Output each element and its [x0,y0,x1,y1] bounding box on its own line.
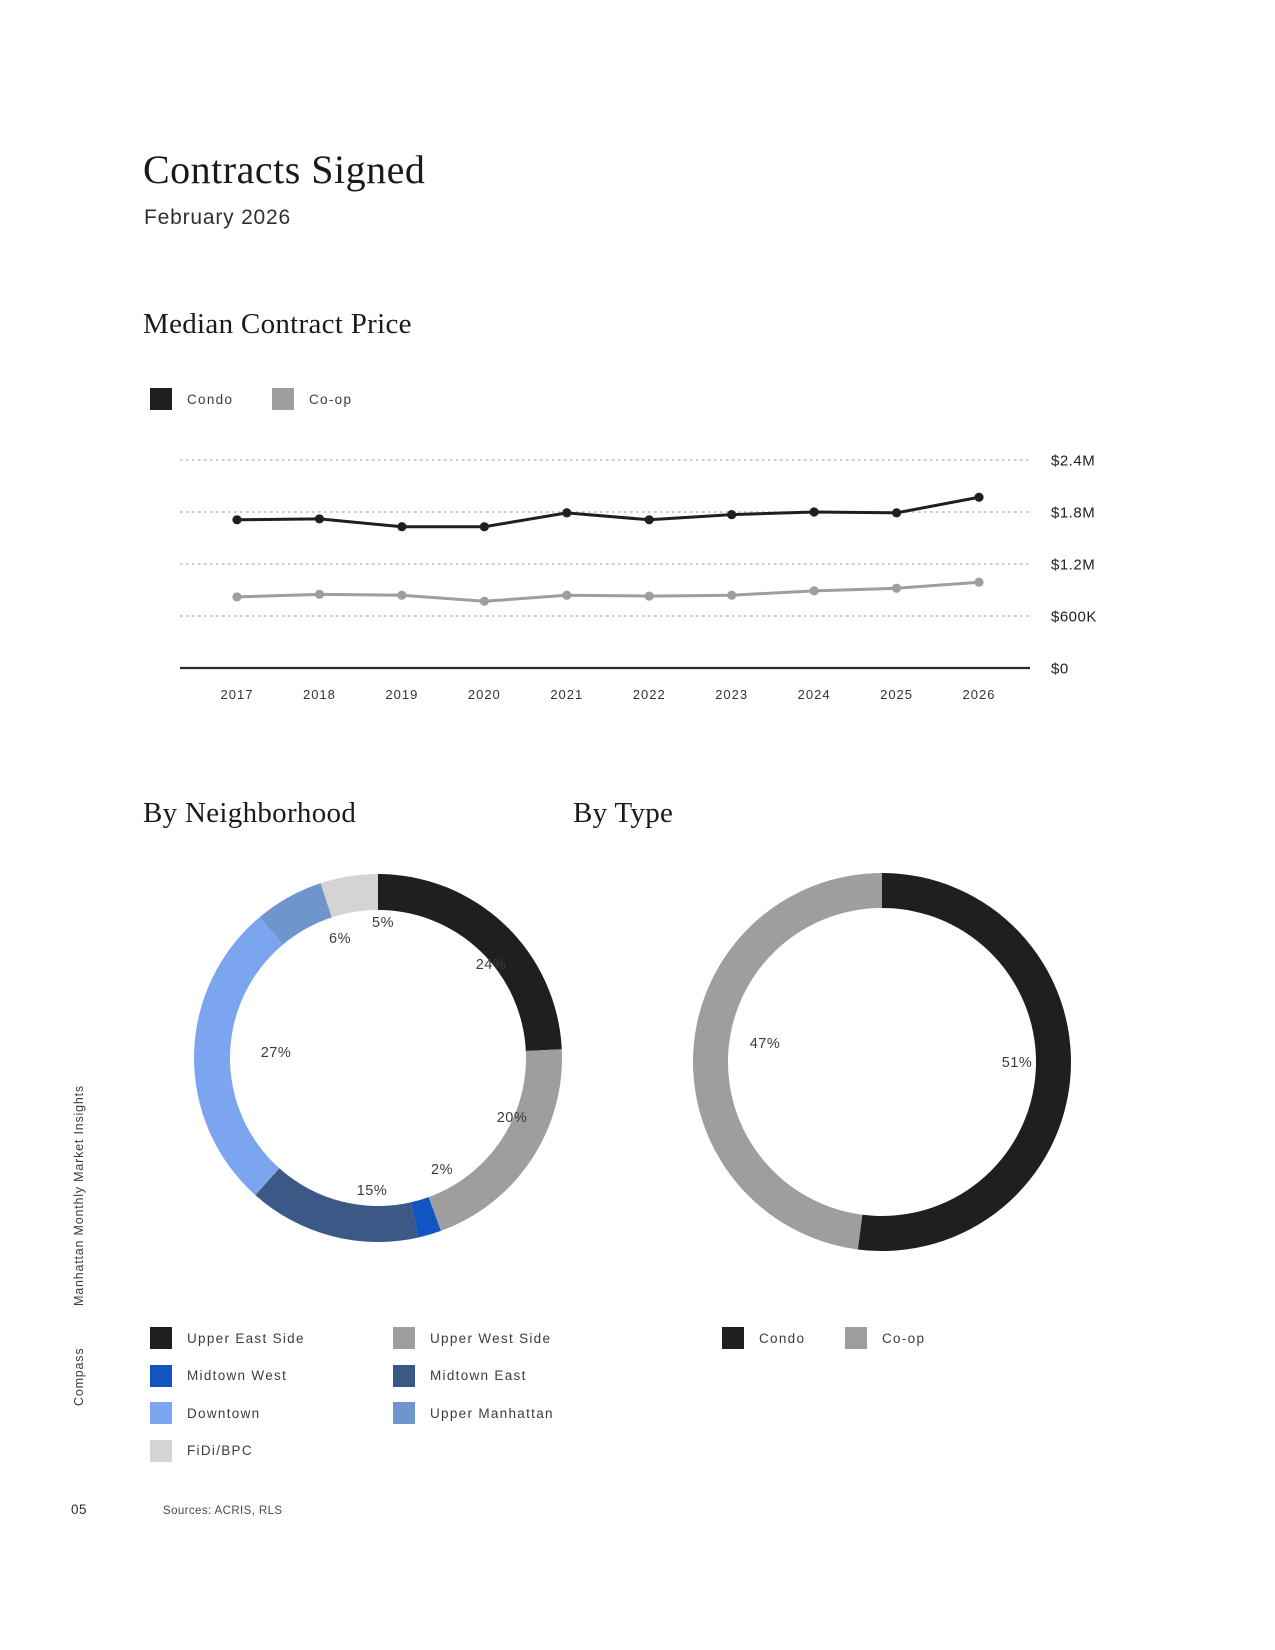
donut-percent-label: 2% [431,1162,453,1178]
data-point [480,522,489,531]
legend-item-condo [722,1327,805,1349]
donut-slice-upper-east-side [378,874,562,1051]
x-axis-tick-label: 2020 [467,687,501,702]
legend-label-co-op: Co-op [309,391,353,407]
legend-swatch-downtown [150,1402,172,1424]
data-point [232,592,241,601]
legend-item-upper-manhattan [393,1402,554,1424]
data-point [645,515,654,524]
x-axis-tick-label: 2023 [715,687,749,702]
legend-item-downtown [150,1402,260,1424]
page-subtitle: February 2026 [144,206,291,229]
data-point [892,584,901,593]
legend-item-midtown-east [393,1365,527,1387]
legend-swatch-midtown-west [150,1365,172,1387]
legend-item-co-op [272,388,352,410]
y-axis-tick-label: $0 [1051,660,1069,678]
data-point [810,586,819,595]
data-point [810,507,819,516]
donut-slice-co-op [693,873,882,1249]
legend-label-downtown: Downtown [187,1405,261,1421]
legend-label-midtown-east: Midtown East [430,1368,527,1383]
donut-slice-condo [858,873,1071,1251]
y-axis-tick-label: $2.4M [1051,452,1096,470]
legend-swatch-co-op [845,1327,867,1349]
donut-percent-label: 47% [749,1036,781,1052]
legend-swatch-co-op [272,388,294,410]
legend-label-upper-west-side: Upper West Side [430,1330,552,1346]
data-point [562,591,571,600]
x-axis-tick-label: 2018 [302,687,336,702]
donut-percent-label: 24% [475,957,507,973]
legend-swatch-midtown-east [393,1365,415,1387]
sources-note: Sources: ACRIS, RLS [163,1505,283,1517]
legend-item-upper-east-side [150,1327,305,1349]
legend-swatch-upper-manhattan [393,1402,415,1424]
legend-swatch-fidi-bpc [150,1440,172,1462]
y-axis-tick-label: $600K [1051,608,1097,626]
data-point [480,597,489,606]
x-axis-tick-label: 2017 [220,687,254,702]
data-point [397,591,406,600]
legend-label-co-op: Co-op [882,1330,926,1346]
data-point [315,514,324,523]
legend-item-co-op [845,1327,925,1349]
y-axis-tick-label: $1.8M [1051,504,1096,522]
data-point [727,591,736,600]
legend-label-fidi-bpc: FiDi/BPC [187,1443,253,1458]
x-axis-tick-label: 2025 [880,687,914,702]
donut-percent-label: 27% [260,1045,292,1061]
donut-percent-label: 5% [372,915,394,931]
neighborhood-donut-chart [194,874,562,1242]
type-chart-title: By Type [573,797,674,829]
data-point [974,578,983,587]
data-point [397,522,406,531]
legend-label-condo: Condo [187,391,234,407]
legend-swatch-upper-west-side [393,1327,415,1349]
donut-slice-midtown-east [255,1168,418,1242]
donut-percent-label: 20% [496,1110,528,1126]
series-line-co-op [237,582,979,601]
type-donut-chart [693,873,1071,1251]
legend-label-upper-manhattan: Upper Manhattan [430,1405,554,1421]
data-point [892,508,901,517]
donut-percent-label: 51% [1001,1055,1033,1071]
neighborhood-chart-title: By Neighborhood [143,797,357,829]
donut-percent-label: 6% [329,931,351,947]
legend-swatch-condo [150,388,172,410]
data-point [974,493,983,502]
x-axis-tick-label: 2022 [632,687,666,702]
donut-percent-label: 15% [356,1183,388,1199]
sidebar-vertical-title: Manhattan Monthly Market Insights [72,1085,86,1306]
x-axis-tick-label: 2021 [550,687,584,702]
x-axis-tick-label: 2019 [385,687,419,702]
legend-label-midtown-west: Midtown West [187,1368,288,1383]
page-title: Contracts Signed [143,147,426,192]
line-chart-title: Median Contract Price [143,308,412,340]
data-point [232,515,241,524]
data-point [562,508,571,517]
legend-swatch-condo [722,1327,744,1349]
x-axis-tick-label: 2024 [797,687,831,702]
donut-slice-upper-west-side [429,1049,562,1231]
data-point [315,590,324,599]
data-point [727,510,736,519]
legend-label-condo: Condo [759,1330,806,1346]
y-axis-tick-label: $1.2M [1051,556,1096,574]
data-point [645,591,654,600]
page-number: 05 [71,1502,88,1517]
legend-label-upper-east-side: Upper East Side [187,1330,305,1346]
legend-swatch-upper-east-side [150,1327,172,1349]
legend-item-midtown-west [150,1365,287,1387]
sidebar-brand: Compass [72,1347,86,1406]
legend-item-condo [150,388,233,410]
x-axis-tick-label: 2026 [962,687,996,702]
median-price-line-chart [180,453,1097,703]
legend-item-fidi-bpc [150,1440,253,1462]
legend-item-upper-west-side [393,1327,551,1349]
